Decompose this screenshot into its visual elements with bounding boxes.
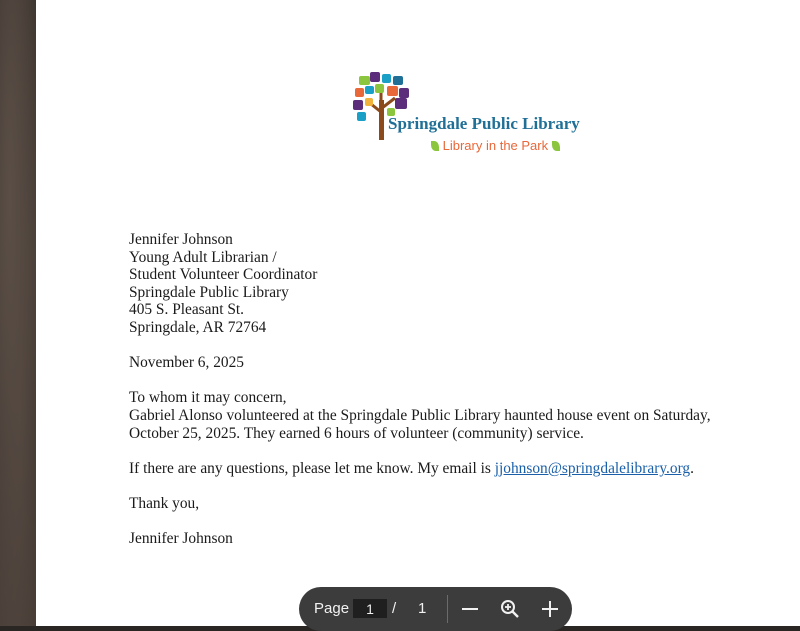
zoom-in-icon <box>538 597 562 621</box>
library-logo <box>351 68 601 158</box>
sender-name: Jennifer Johnson <box>129 231 233 248</box>
toolbar-divider <box>447 595 448 623</box>
page-number-input[interactable] <box>353 599 387 618</box>
fit-zoom-icon <box>498 597 522 621</box>
signature: Jennifer Johnson <box>129 530 233 548</box>
tree-logo-icon <box>351 68 421 148</box>
zoom-out-button[interactable] <box>458 597 482 621</box>
logo-tagline-text: Library in the Park <box>442 138 549 153</box>
page-label: Page <box>314 600 350 617</box>
page-separator: / <box>392 600 397 617</box>
document-page <box>36 0 800 626</box>
sender-title-line-1: Young Adult Librarian / <box>129 248 277 266</box>
logo-tagline <box>431 138 560 153</box>
salutation: To whom it may concern, <box>129 389 287 407</box>
closing: Thank you, <box>129 494 200 512</box>
letter-date: November 6, 2025 <box>129 354 244 372</box>
contact-prefix: If there are any questions, please let me know. My email is <box>129 459 495 477</box>
sender-title-line-2: Student Volunteer Coordinator <box>129 266 318 284</box>
letter-paragraph: Gabriel Alonso volunteered at the Springdale Public Library haunted house event on Saturday, October 25, 2025. They earned 6 hours of volunteer (community) service. <box>129 406 711 442</box>
leaf-icon <box>552 141 560 151</box>
zoom-out-icon <box>458 597 482 621</box>
zoom-in-button[interactable] <box>538 597 562 621</box>
letter-body <box>129 231 729 548</box>
email-link[interactable]: jjohnson@springdalelibrary.org <box>494 459 691 477</box>
background-backdrop <box>0 0 36 626</box>
fit-zoom-button[interactable] <box>498 597 522 621</box>
sender-organization: Springdale Public Library <box>129 283 289 301</box>
leaf-icon <box>431 141 439 151</box>
total-pages: 1 <box>418 600 427 617</box>
pdf-toolbar <box>299 587 572 631</box>
contact-suffix: . <box>690 459 694 477</box>
sender-street: 405 S. Pleasant St. <box>129 301 245 319</box>
contact-line <box>129 460 729 478</box>
logo-title: Springdale Public Library <box>388 114 580 133</box>
sender-city: Springdale, AR 72764 <box>129 318 267 336</box>
